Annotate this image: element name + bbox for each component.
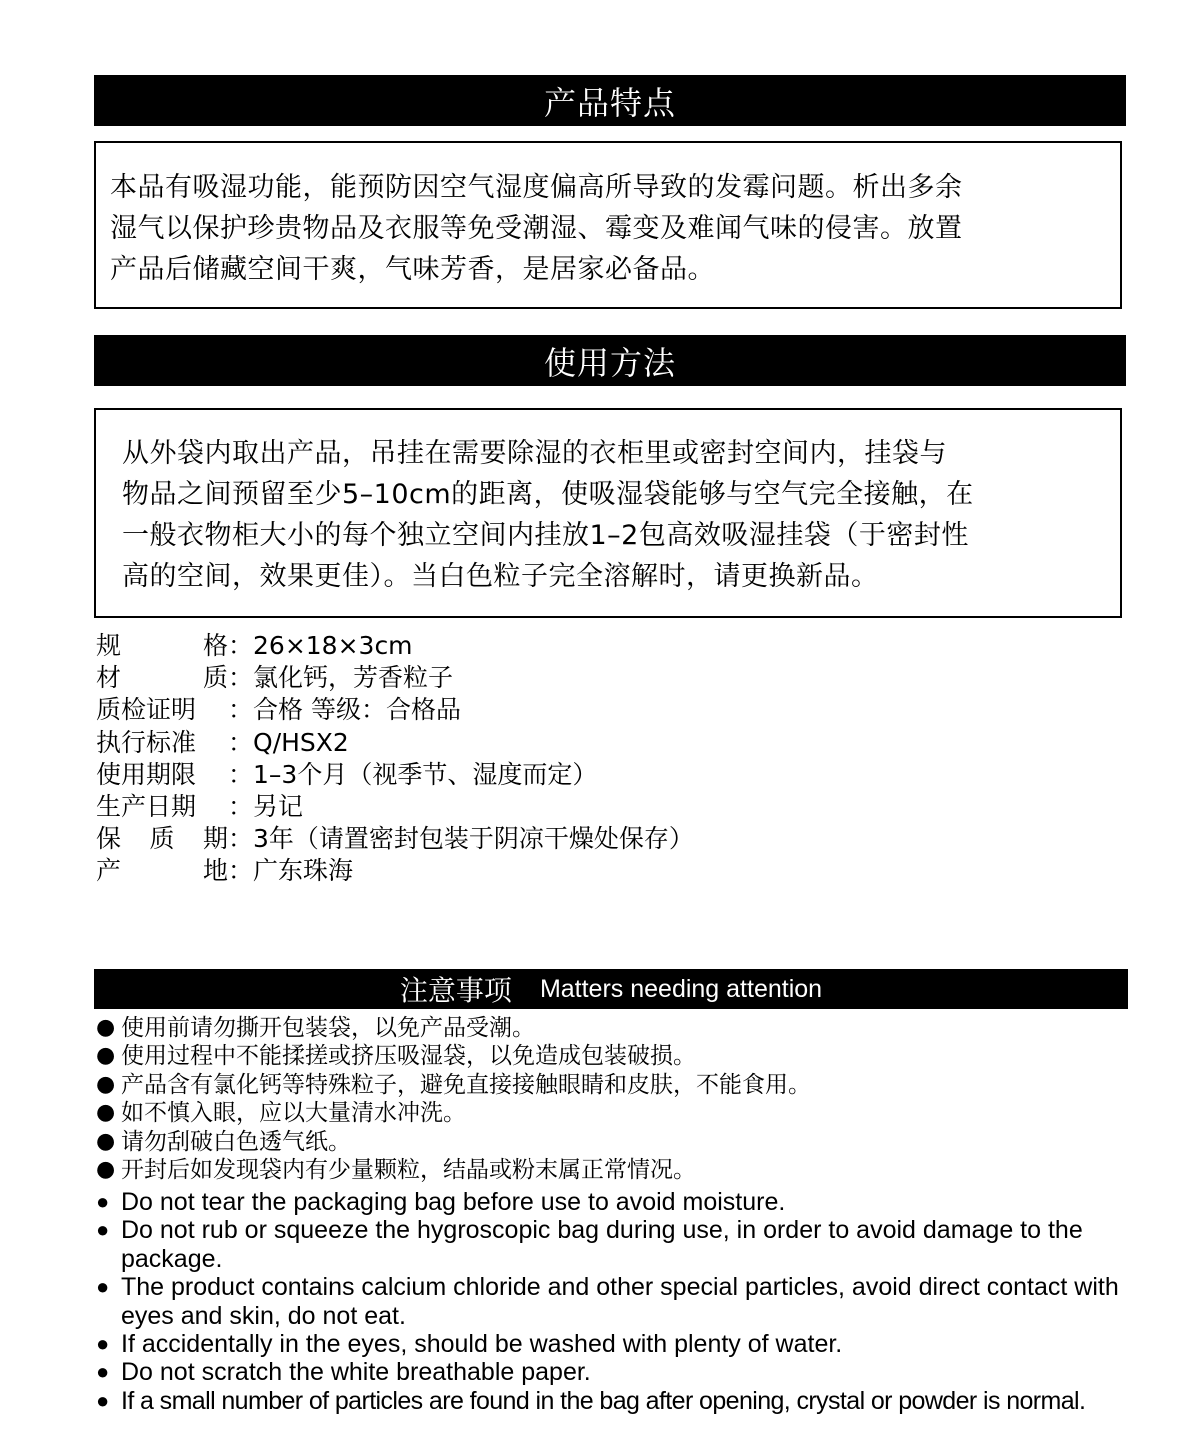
- features-line: 本品有吸湿功能，能预防因空气湿度偏高所导致的发霉问题。析出多余: [110, 172, 963, 203]
- spec-colon: ：: [228, 695, 254, 725]
- notice-text: The product contains calcium chloride and other special particles, avoid direct contact with eyes and skin, do not eat.: [121, 1273, 1119, 1330]
- bullet-icon: ●: [96, 1071, 116, 1097]
- spec-label: 产地: [96, 856, 228, 886]
- features-title: 产品特点: [543, 83, 676, 122]
- list-item: [96, 1358, 1156, 1386]
- features-line: 产品后储藏空间干爽，气味芳香，是居家必备品。: [110, 254, 715, 285]
- spec-value: 氯化钙，芳香粒子: [253, 663, 454, 693]
- notice-text: 开封后如发现袋内有少量颗粒，结晶或粉末属正常情况。: [121, 1157, 696, 1184]
- spec-colon: ：: [228, 663, 254, 693]
- spec-row: [96, 823, 694, 855]
- spec-row: [96, 694, 694, 726]
- spec-label: 使用期限: [96, 759, 197, 789]
- spec-colon: ：: [228, 856, 254, 886]
- notice-text: 使用过程中不能揉搓或挤压吸湿袋，以免造成包装破损。: [121, 1043, 696, 1070]
- spec-value: 26×18×3cm: [253, 631, 413, 660]
- spec-value: 1–3个月（视季节、湿度而定）: [253, 759, 598, 789]
- usage-line: 从外袋内取出产品，吊挂在需要除湿的衣柜里或密封空间内，挂袋与: [122, 438, 947, 469]
- spec-row: [96, 727, 694, 759]
- notice-text: 如不慎入眼，应以大量清水冲洗。: [121, 1100, 466, 1127]
- list-item: [96, 1099, 811, 1127]
- list-item: [96, 1071, 811, 1099]
- notice-text: 使用前请勿撕开包装袋，以免产品受潮。: [121, 1015, 535, 1041]
- notice-text: 产品含有氯化钙等特殊粒子，避免直接接触眼睛和皮肤，不能食用。: [121, 1071, 811, 1098]
- features-line: 湿气以保护珍贵物品及衣服等免受潮湿、霉变及难闻气味的侵害。放置: [110, 213, 963, 244]
- list-item: [96, 1014, 811, 1042]
- list-item: [96, 1128, 811, 1156]
- spec-value: 广东珠海: [253, 856, 354, 886]
- spec-label: 规格: [96, 631, 228, 660]
- spec-value: Q/HSX2: [253, 727, 349, 757]
- notice-text: Do not tear the packaging bag before use to avoid moisture.: [121, 1188, 786, 1216]
- notice-text: If a small number of particles are found in the bag after opening, crystal or powder is normal.: [121, 1386, 1086, 1415]
- features-banner: [94, 75, 1126, 126]
- notice-list-en: [96, 1188, 1156, 1415]
- notice-title-cn: 注意事项: [399, 974, 512, 1007]
- bullet-icon: ●: [96, 1387, 110, 1413]
- bullet-icon: ●: [96, 1015, 116, 1040]
- bullet-icon: ●: [96, 1100, 116, 1126]
- spec-row: [96, 791, 694, 823]
- notice-text: If accidentally in the eyes, should be washed with plenty of water.: [121, 1330, 843, 1359]
- bullet-icon: ●: [96, 1157, 116, 1183]
- list-item: [96, 1216, 1156, 1273]
- usage-box: [94, 408, 1122, 618]
- list-item: [96, 1387, 1156, 1415]
- usage-line: 高的空间，效果更佳）。当白色粒子完全溶解时，请更换新品。: [122, 561, 879, 592]
- bullet-icon: ●: [96, 1128, 116, 1154]
- bullet-icon: ●: [96, 1189, 110, 1214]
- bullet-icon: ●: [96, 1359, 110, 1385]
- notice-text: 请勿刮破白色透气纸。: [121, 1128, 351, 1155]
- spec-label: 保质期: [96, 824, 228, 854]
- spec-row: [96, 855, 694, 887]
- spec-colon: ：: [228, 759, 254, 789]
- usage-line: 一般衣物柜大小的每个独立空间内挂放1–2包高效吸湿挂袋（于密封性: [122, 520, 969, 551]
- usage-title: 使用方法: [543, 343, 676, 382]
- spec-value: 另记: [253, 792, 304, 822]
- spec-label: 执行标准: [96, 727, 197, 757]
- bullet-icon: ●: [96, 1331, 110, 1357]
- list-item: [96, 1188, 1156, 1216]
- spec-value: 合格 等级：合格品: [253, 695, 461, 725]
- notice-list-cn: [96, 1014, 811, 1184]
- bullet-icon: ●: [96, 1274, 110, 1300]
- notice-banner: [94, 969, 1128, 1009]
- spec-label: 质检证明: [96, 695, 197, 725]
- spec-row: [96, 662, 694, 694]
- spec-label: 材质: [96, 663, 228, 693]
- spec-colon: ：: [228, 792, 254, 822]
- bullet-icon: ●: [96, 1217, 110, 1243]
- features-box: [94, 141, 1122, 309]
- spec-value: 3年（请置密封包装于阴凉干燥处保存）: [253, 824, 694, 854]
- bullet-icon: ●: [96, 1043, 116, 1069]
- usage-line: 物品之间预留至少5–10cm的距离，使吸湿袋能够与空气完全接触，在: [122, 479, 974, 510]
- list-item: [96, 1156, 811, 1184]
- spec-row: [96, 630, 694, 662]
- notice-text: Do not scratch the white breathable paper.: [121, 1358, 591, 1387]
- usage-banner: [94, 335, 1126, 386]
- notice-title-en: Matters needing attention: [539, 974, 823, 1003]
- spec-row: [96, 759, 694, 791]
- notice-text: Do not rub or squeeze the hygroscopic bag during use, in order to avoid damage to the package.: [121, 1216, 1083, 1273]
- spec-colon: ：: [228, 727, 254, 757]
- spec-colon: ：: [228, 631, 254, 660]
- list-item: [96, 1042, 811, 1070]
- spec-list: [96, 630, 694, 888]
- spec-label: 生产日期: [96, 792, 197, 822]
- list-item: [96, 1330, 1156, 1358]
- spec-colon: ：: [228, 824, 254, 854]
- list-item: [96, 1273, 1156, 1330]
